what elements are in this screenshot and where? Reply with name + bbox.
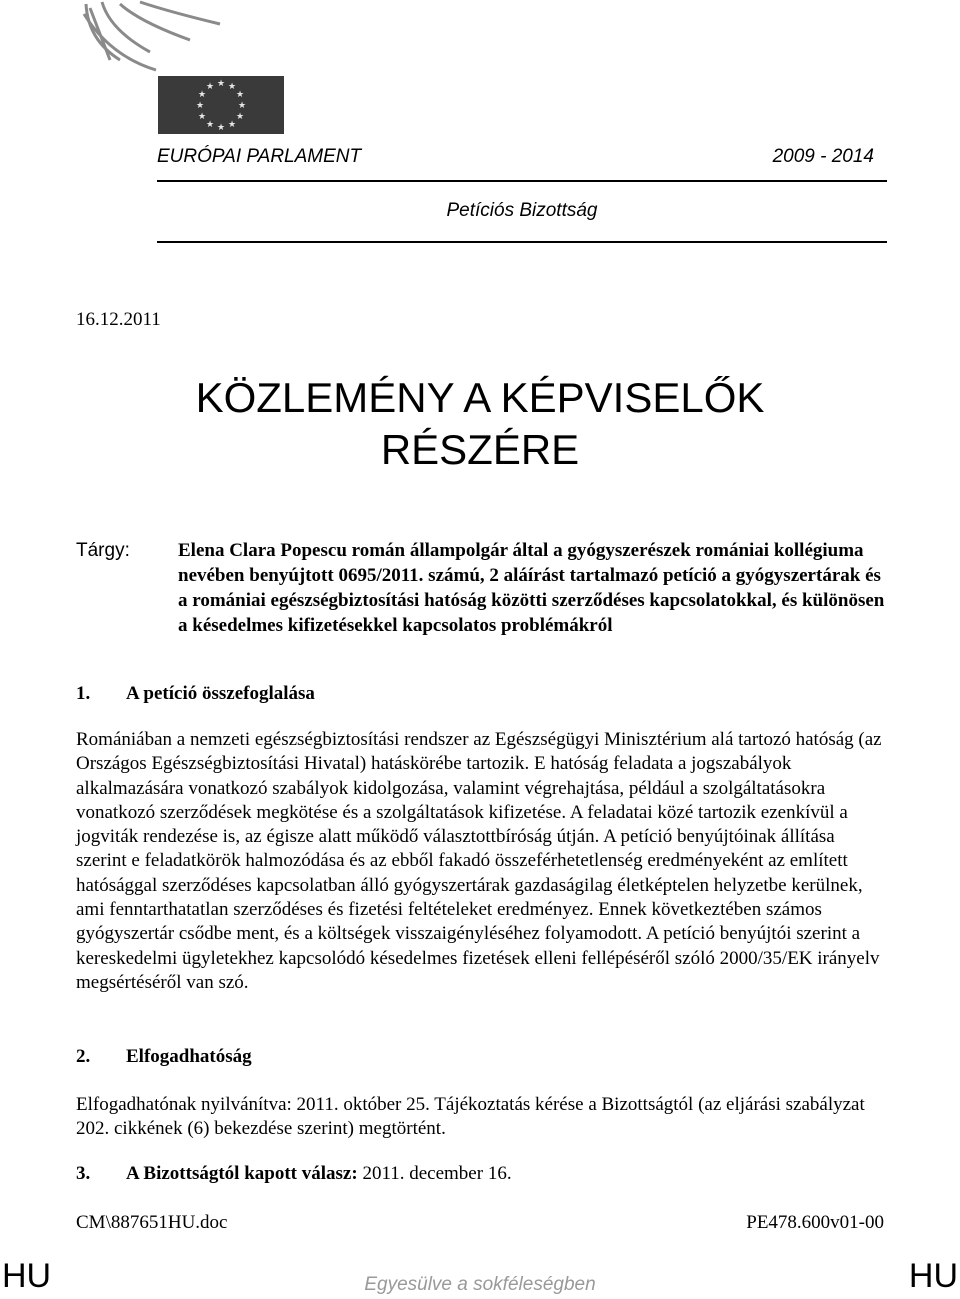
section-1-title: A petíció összefoglalása — [126, 683, 315, 704]
svg-text:★: ★ — [205, 82, 215, 92]
svg-text:★: ★ — [235, 112, 245, 122]
section-3-response-date: 2011. december 16. — [357, 1163, 512, 1184]
section-1-heading — [76, 683, 315, 705]
svg-text:★: ★ — [237, 101, 247, 111]
parliamentary-term: 2009 - 2014 — [772, 146, 874, 167]
institution-name: EURÓPAI PARLAMENT — [157, 146, 362, 167]
document-title-line2: RÉSZÉRE — [380, 426, 580, 473]
language-code-right: HU — [908, 1257, 958, 1295]
svg-text:★: ★ — [235, 90, 245, 100]
pe-reference: PE478.600v01-00 — [746, 1212, 884, 1233]
subject-text: Elena Clara Popescu román állampolgár által a gyógyszerészek romániai kollégiuma nevében benyújtott 0695/2011. számú, 2 aláírást tartalmazó petíció a gyógyszertárak és a romániai egészségbiztosítási hatóság közötti szerződéses kapcsolatokkal, és különösen a késedelmes kifizetésekkel kapcsolatos problémákról — [178, 540, 885, 636]
svg-text:★: ★ — [195, 101, 205, 111]
document-date: 16.12.2011 — [76, 309, 161, 330]
section-2-heading — [76, 1046, 252, 1068]
subject-label: Tárgy: — [76, 540, 130, 561]
language-code-left: HU — [2, 1257, 52, 1295]
header-divider — [157, 180, 887, 182]
eu-motto: Egyesülve a sokféleségben — [364, 1274, 596, 1295]
section-1-body: Romániában a nemzeti egészségbiztosítási rendszer az Egészségügyi Minisztérium alá tartozó hatóság (az Országos Egészségbiztosítási Hivatal) hatáskörébe tartozik. E hatóság feladata a jogszabályok alkalmazására vonatkozó szabályok kidolgozása, valamint végrehajtása, például a szolgáltatásokra vonatkozó szerződések megkötése és a szolgáltatások kifizetése. A feladatai közé tartozik ezenkívül a jogviták rendezése is, az égisze alatt működő választottbíróság útján. A petíció benyújtóinak állítása szerint e feladatkörök halmozódása és az ebből fakadó összeférhetetlenség eredményeként az említett hatósággal szerződéses kapcsolatban álló gyógyszertárak gazdaságilag életképtelen helyzetbe kerülnek, ami fenntarthatatlan szerződéses és fizetési feltételeket eredményez. Ennek következtében számos gyógyszertár csődbe ment, és a költségek visszaigényléséhez folyamodott. A petíció benyújtói szerint a kereskedelmi ügyletekhez kapcsolódó késedelmes fizetések elleni fellépéséről szóló 2000/35/EK irányelv megsértéséről van szó. — [76, 729, 882, 993]
document-reference: CM\887651HU.doc — [76, 1212, 228, 1233]
svg-text:★: ★ — [205, 120, 215, 130]
section-2-number: 2. — [76, 1046, 91, 1067]
section-3-title: A Bizottságtól kapott válasz: — [126, 1163, 358, 1184]
document-title — [76, 372, 884, 476]
svg-text:★: ★ — [216, 79, 226, 89]
document-title-line1: KÖZLEMÉNY A KÉPVISELŐK — [195, 374, 765, 421]
section-3-heading — [76, 1163, 512, 1185]
svg-text:★: ★ — [197, 112, 207, 122]
section-2-body: Elfogadhatónak nyilvánítva: 2011. október 25. Tájékoztatás kérése a Bizottságtól (az eljárási szabályzat 202. cikkének (6) bekezdése szerint) megtörtént. — [76, 1094, 865, 1140]
svg-text:★: ★ — [227, 82, 237, 92]
svg-text:★: ★ — [216, 123, 226, 133]
header-divider-bottom — [157, 241, 887, 243]
svg-text:★: ★ — [227, 120, 237, 130]
committee-name: Petíciós Bizottság — [446, 200, 598, 221]
svg-text:★: ★ — [197, 90, 207, 100]
section-1-number: 1. — [76, 683, 91, 704]
section-3-number: 3. — [76, 1163, 91, 1184]
section-2-title: Elfogadhatóság — [126, 1046, 252, 1067]
european-parliament-logo-icon — [80, 0, 300, 140]
